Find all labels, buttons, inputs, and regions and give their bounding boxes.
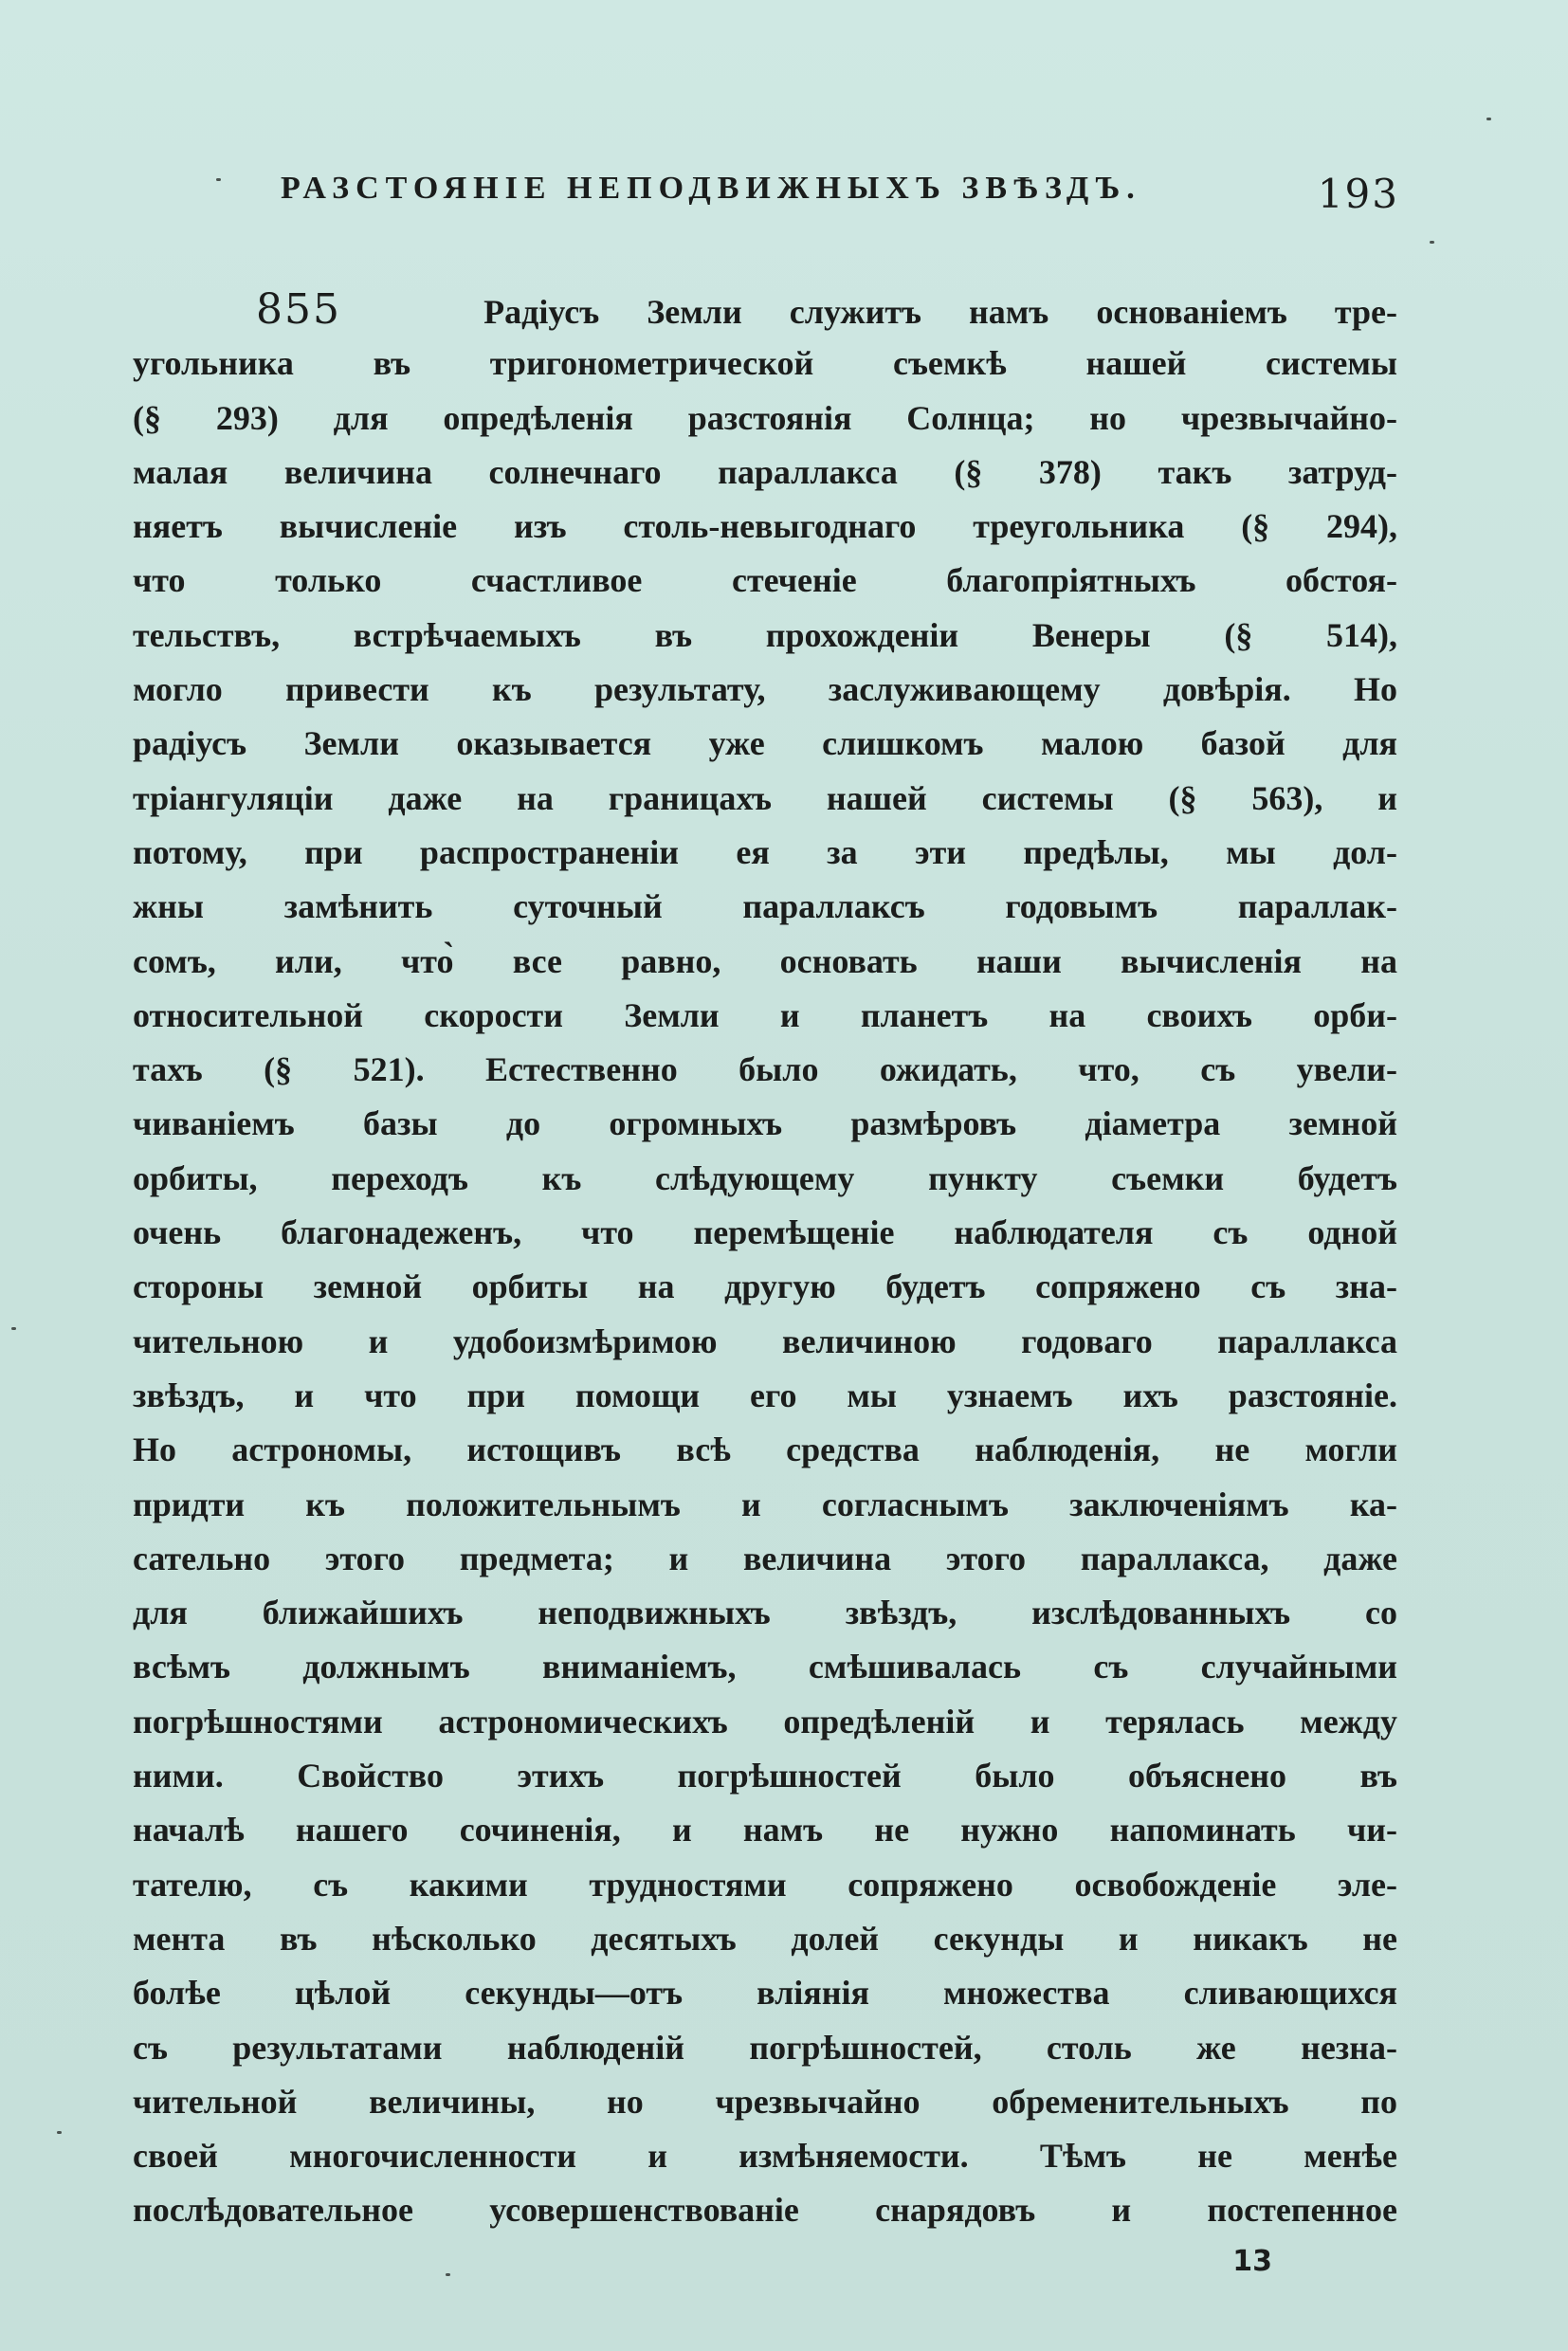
running-head: РАЗСТОЯНІЕ НЕПОДВИЖНЫХЪ ЗВѢЗДЪ. (281, 171, 1141, 206)
text-line: малая величина солнечнаго параллакса (§ 378) такъ затруд- (133, 452, 1397, 491)
line-text: Радіусъ Земли служитъ намъ основаніемъ тре- (483, 293, 1397, 331)
text-line: съ результатами наблюденій погрѣшностей, столь же незна- (133, 2028, 1397, 2067)
text-line: своей многочисленности и измѣняемости. Тѣмъ не менѣе (133, 2137, 1397, 2176)
text-line: орбиты, переходъ къ слѣдующему пункту съемки будетъ (133, 1158, 1397, 1197)
paper-speck (216, 178, 221, 181)
body-text (133, 282, 1397, 2238)
page-header (281, 171, 1399, 228)
text-line: послѣдовательное усовершенствованіе снарядовъ и постепенное (133, 2191, 1397, 2230)
text-line: радіусъ Земли оказывается уже слишкомъ малою базой для (133, 724, 1397, 763)
text-line: звѣздъ, и что при помощи его мы узнаемъ ихъ разстояніе. (133, 1376, 1397, 1414)
paragraph-number: 855 (256, 285, 341, 334)
text-line: жны замѣнить суточный параллаксъ годовымъ параллак- (133, 887, 1397, 926)
text-line: погрѣшностями астрономическихъ опредѣленій и терялась между (133, 1702, 1397, 1740)
text-line: тахъ (§ 521). Естественно было ожидать, что, съ увели- (133, 1050, 1397, 1089)
text-line: сомъ, или, что̀ все равно, основать наши вычисленія на (133, 941, 1397, 980)
paper-speck (446, 2273, 450, 2276)
text-line: всѣмъ должнымъ вниманіемъ, смѣшивалась съ случайными (133, 1648, 1397, 1686)
text-line: относительной скорости Земли и планетъ на своихъ орби- (133, 995, 1397, 1034)
text-line: Но астрономы, истощивъ всѣ средства наблюденія, не могли (133, 1431, 1397, 1469)
text-line: тріангуляціи даже на границахъ нашей системы (§ 563), и (133, 778, 1397, 817)
paper-speck (1430, 241, 1434, 244)
signature-mark: 13 (1232, 2245, 1272, 2278)
text-line: что только счастливое стеченіе благопріятныхъ обстоя- (133, 561, 1397, 600)
text-line: чительной величины, но чрезвычайно обременительныхъ по (133, 2082, 1397, 2121)
paper-speck (1486, 118, 1491, 120)
text-line: стороны земной орбиты на другую будетъ сопряжено съ зна- (133, 1267, 1397, 1306)
text-line: болѣе цѣлой секунды—отъ вліянія множества сливающихся (133, 1974, 1397, 2013)
paper-speck (57, 2131, 62, 2134)
text-line: тельствъ, встрѣчаемыхъ въ прохожденіи Венеры (§ 514), (133, 615, 1397, 654)
text-line: мента въ нѣсколько десятыхъ долей секунды и никакъ не (133, 1919, 1397, 1958)
text-line: могло привести къ результату, заслуживающему довѣрія. Но (133, 670, 1397, 709)
text-line: чиваніемъ базы до огромныхъ размѣровъ діаметра земной (133, 1104, 1397, 1143)
text-line: придти къ положительнымъ и согласнымъ заключеніямъ ка- (133, 1485, 1397, 1523)
text-line: началѣ нашего сочиненія, и намъ не нужно напоминать чи- (133, 1811, 1397, 1850)
text-line: угольника въ тригонометрической съемкѣ нашей системы (133, 344, 1397, 383)
paper-speck (11, 1327, 16, 1330)
page-number: 193 (1317, 171, 1399, 217)
text-line: потому, при распространеніи ея за эти предѣлы, мы дол- (133, 832, 1397, 871)
text-line: (§ 293) для опредѣленія разстоянія Солнца; но чрезвычайно- (133, 398, 1397, 437)
text-line: няетъ вычисленіе изъ столь-невыгоднаго треугольника (§ 294), (133, 507, 1397, 546)
text-line: сательно этого предмета; и величина этого параллакса, даже (133, 1539, 1397, 1577)
text-line: тателю, съ какими трудностями сопряжено освобожденіе эле- (133, 1865, 1397, 1904)
text-line-1 (133, 282, 1397, 337)
text-line: чительною и удобоизмѣримою величиною годоваго параллакса (133, 1321, 1397, 1360)
text-line: для ближайшихъ неподвижныхъ звѣздъ, изслѣдованныхъ со (133, 1594, 1397, 1632)
text-line: ними. Свойство этихъ погрѣшностей было объяснено въ (133, 1757, 1397, 1795)
text-line: очень благонадеженъ, что перемѣщеніе наблюдателя съ одной (133, 1213, 1397, 1252)
